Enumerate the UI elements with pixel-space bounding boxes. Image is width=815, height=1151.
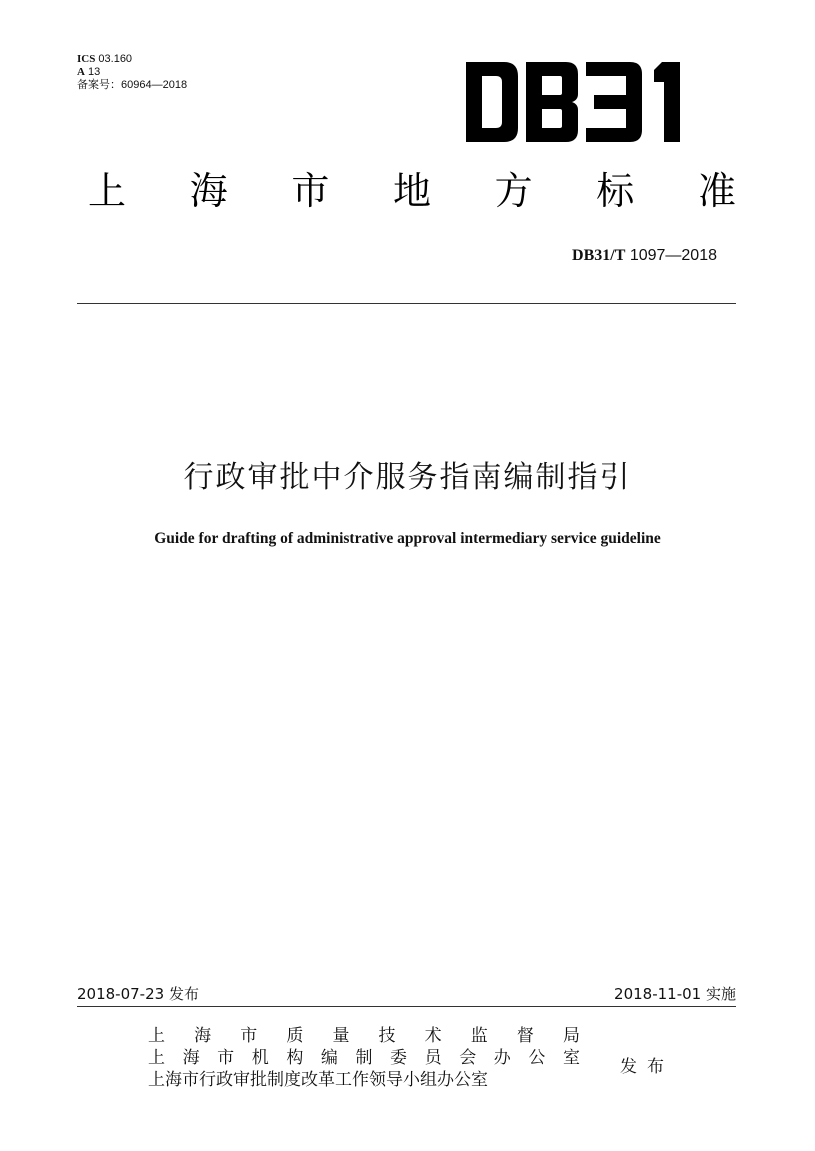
issuer-char: 海 (194, 1026, 212, 1046)
issuer-char: 编 (320, 1048, 338, 1068)
standard-title-char: 地 (392, 169, 431, 213)
db31-logo (466, 62, 696, 142)
issuer-char: 海 (182, 1048, 200, 1068)
standard-title-char: 海 (189, 169, 228, 213)
issuer-reform-group-office (148, 1070, 580, 1090)
issuer-char: 局 (562, 1026, 580, 1046)
standard-code (572, 247, 717, 265)
standard-code-prefix: DB31/T (572, 247, 626, 264)
issuer-char: 机 (251, 1048, 269, 1068)
issuer-char: 术 (424, 1026, 442, 1046)
publish-date: 2018-07-23 发布 (77, 985, 199, 1003)
class-code: 13 (88, 66, 101, 78)
issuer-char: 公 (528, 1048, 546, 1068)
bottom-divider (77, 1006, 736, 1007)
issuer-char: 监 (470, 1026, 488, 1046)
record-number: 备案号：60964—2018 (77, 79, 188, 91)
standard-title-char: 上 (88, 169, 127, 213)
top-divider (77, 303, 736, 304)
issuer-text: 上海市行政审批制度改革工作领导小组办公室 (148, 1070, 488, 1090)
document-subtitle: Guide for drafting of administrative approval intermediary service guideline (154, 530, 661, 547)
issuer-char: 量 (332, 1026, 350, 1046)
standard-title-char: 准 (697, 169, 736, 213)
issuer-char: 技 (378, 1026, 396, 1046)
issuer-char: 委 (390, 1048, 408, 1068)
document-title: 行政审批中介服务指南编制指引 (183, 460, 632, 495)
metadata-block (77, 53, 187, 92)
issuer-char: 构 (286, 1048, 304, 1068)
issuer-char: 市 (217, 1048, 235, 1068)
issuer-char: 会 (459, 1048, 477, 1068)
ics-code: 03.160 (98, 53, 133, 65)
issuer-char: 制 (355, 1048, 373, 1068)
class-line (77, 66, 187, 79)
standard-title-char: 方 (494, 169, 533, 213)
issuer-char: 市 (240, 1026, 258, 1046)
standard-code-number: 1097—2018 (629, 247, 717, 264)
implement-date: 2018-11-01 实施 (614, 985, 736, 1003)
issuer-char: 质 (286, 1026, 304, 1046)
ics-label: ICS (77, 53, 96, 65)
class-label: A (77, 66, 85, 78)
issuer-organization-office (148, 1048, 580, 1068)
issuer-char: 上 (148, 1026, 165, 1046)
standard-title-char: 标 (596, 169, 635, 213)
standard-type-title (88, 168, 736, 214)
issuer-char: 督 (516, 1026, 534, 1046)
standard-title-char: 市 (291, 169, 330, 213)
issuer-char: 办 (493, 1048, 511, 1068)
issuer-char: 员 (424, 1048, 442, 1068)
issuer-quality-bureau (148, 1026, 580, 1046)
issued-label: 发布 (620, 1057, 674, 1077)
issuer-char: 室 (562, 1048, 580, 1068)
ics-line (77, 53, 187, 66)
issuer-char: 上 (148, 1048, 165, 1068)
